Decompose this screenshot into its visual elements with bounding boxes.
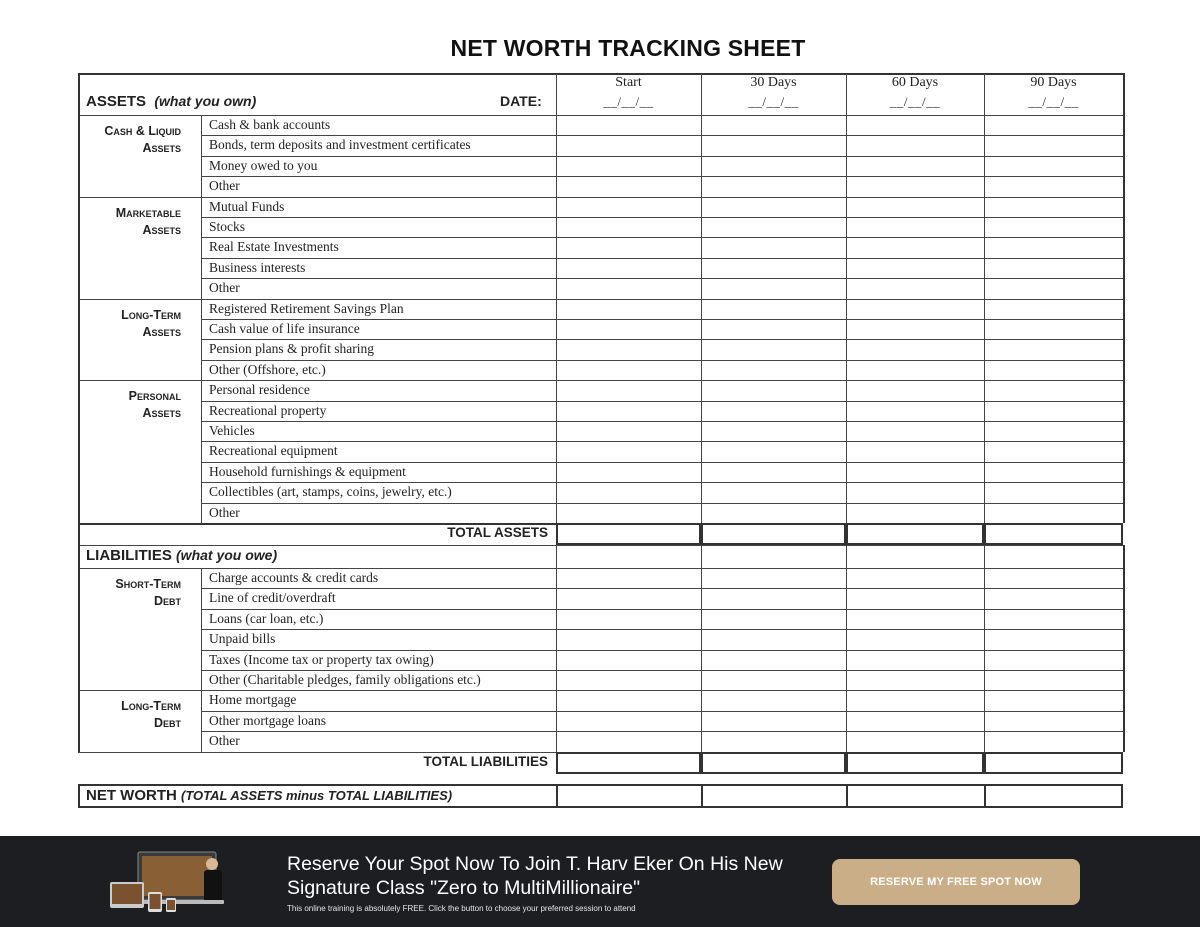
line-item-label: Real Estate Investments xyxy=(209,239,339,255)
line-item-label: Business interests xyxy=(209,259,306,275)
entry-cell[interactable] xyxy=(701,115,846,135)
banner-subtext: This online training is absolutely FREE. Click the button to choose your preferred session to attend xyxy=(287,904,636,913)
entry-cell[interactable] xyxy=(984,176,1123,196)
entry-cell[interactable] xyxy=(701,690,846,710)
entry-cell[interactable] xyxy=(701,670,846,690)
row-divider xyxy=(78,545,1123,546)
group-label xyxy=(129,388,181,422)
group-label xyxy=(104,123,181,157)
column-divider xyxy=(201,690,202,751)
entry-cell[interactable] xyxy=(556,609,701,629)
entry-cell[interactable] xyxy=(846,711,984,731)
total-assets-cell[interactable] xyxy=(701,523,846,545)
entry-cell[interactable] xyxy=(701,237,846,257)
line-item-label: Charge accounts & credit cards xyxy=(209,570,379,585)
line-item-label: Other (Charitable pledges, family obligations etc.) xyxy=(209,672,481,687)
line-item-label: Other (Offshore, etc.) xyxy=(209,361,326,377)
line-item-label: Unpaid bills xyxy=(209,631,276,647)
entry-cell[interactable] xyxy=(846,360,984,380)
line-item-label: Other xyxy=(209,733,240,749)
entry-cell[interactable] xyxy=(556,503,701,523)
entry-cell[interactable] xyxy=(556,156,701,176)
column-divider xyxy=(1123,545,1125,752)
entry-cell[interactable] xyxy=(984,339,1123,359)
column-label: 90 Days xyxy=(1030,75,1077,90)
entry-cell[interactable] xyxy=(846,568,984,588)
entry-cell[interactable] xyxy=(701,609,846,629)
line-item-label: Cash value of life insurance xyxy=(209,321,360,336)
line-item-label: Recreational property xyxy=(209,402,327,418)
entry-cell[interactable] xyxy=(846,670,984,690)
entry-cell[interactable] xyxy=(984,258,1123,278)
column-divider xyxy=(701,545,702,752)
line-item-label: Line of credit/overdraft xyxy=(209,590,336,606)
entry-cell[interactable] xyxy=(984,650,1123,670)
entry-cell[interactable] xyxy=(701,503,846,523)
group-label-line: Debt xyxy=(153,716,181,731)
entry-cell[interactable] xyxy=(846,690,984,710)
line-item-label: Other xyxy=(209,178,240,194)
net-worth-cell[interactable] xyxy=(556,784,701,808)
line-item-label: Cash & bank accounts xyxy=(209,117,331,132)
line-item-label: Collectibles (art, stamps, coins, jewelry, etc.) xyxy=(209,484,452,500)
group-label-line: Long-Term xyxy=(121,307,181,322)
entry-cell[interactable] xyxy=(701,380,846,400)
entry-cell[interactable] xyxy=(701,176,846,196)
group-label-line: Short-Term xyxy=(115,577,181,591)
entry-cell[interactable] xyxy=(846,217,984,237)
assets-sublabel: (what you own) xyxy=(154,93,257,109)
entry-cell[interactable] xyxy=(556,629,701,649)
page-title: NET WORTH TRACKING SHEET xyxy=(450,35,806,61)
entry-cell[interactable] xyxy=(984,380,1123,400)
device-mockup-icon xyxy=(108,848,236,914)
entry-cell[interactable] xyxy=(984,503,1123,523)
entry-cell[interactable] xyxy=(984,482,1123,502)
group-label xyxy=(115,576,181,610)
entry-cell[interactable] xyxy=(556,197,701,217)
entry-cell[interactable] xyxy=(846,339,984,359)
line-item-label: Other xyxy=(209,280,240,296)
entry-cell[interactable] xyxy=(984,441,1123,461)
column-header xyxy=(556,75,701,110)
line-item-label: Stocks xyxy=(209,219,246,234)
line-item-label: Registered Retirement Savings Plan xyxy=(209,300,404,316)
entry-cell[interactable] xyxy=(556,650,701,670)
net-worth-label xyxy=(86,787,452,804)
group-label xyxy=(121,698,181,732)
entry-cell[interactable] xyxy=(556,568,701,588)
total-assets-cell[interactable] xyxy=(984,523,1123,545)
group-label-line: Assets xyxy=(142,141,181,155)
entry-cell[interactable] xyxy=(984,115,1123,135)
entry-cell[interactable] xyxy=(701,299,846,319)
total-liabilities-label: TOTAL LIABILITIES xyxy=(423,753,548,769)
total-liabilities-cell[interactable] xyxy=(701,752,846,774)
column-divider xyxy=(201,197,202,299)
entry-cell[interactable] xyxy=(701,258,846,278)
entry-cell[interactable] xyxy=(846,462,984,482)
group-label-line: Cash & Liquid xyxy=(104,124,181,138)
promo-banner xyxy=(0,836,1200,927)
column-divider xyxy=(1123,73,1125,523)
group-label-line: Assets xyxy=(142,324,181,339)
entry-cell[interactable] xyxy=(846,629,984,649)
entry-cell[interactable] xyxy=(701,217,846,237)
entry-cell[interactable] xyxy=(846,258,984,278)
entry-cell[interactable] xyxy=(556,217,701,237)
entry-cell[interactable] xyxy=(701,650,846,670)
group-label-line: Assets xyxy=(142,222,181,237)
column-divider xyxy=(846,545,847,752)
entry-cell[interactable] xyxy=(701,462,846,482)
column-divider xyxy=(201,299,202,381)
entry-cell[interactable] xyxy=(984,588,1123,608)
entry-cell[interactable] xyxy=(556,278,701,298)
entry-cell[interactable] xyxy=(984,711,1123,731)
entry-cell[interactable] xyxy=(984,462,1123,482)
column-divider xyxy=(201,568,202,690)
entry-cell[interactable] xyxy=(984,319,1123,339)
entry-cell[interactable] xyxy=(701,568,846,588)
group-label xyxy=(121,307,181,341)
column-divider xyxy=(78,73,80,752)
column-label: Start xyxy=(615,75,642,90)
line-item-label: Loans (car loan, etc.) xyxy=(209,610,324,626)
entry-cell[interactable] xyxy=(984,278,1123,298)
entry-cell[interactable] xyxy=(701,588,846,608)
entry-cell[interactable] xyxy=(701,441,846,461)
entry-cell[interactable] xyxy=(556,360,701,380)
entry-cell[interactable] xyxy=(846,319,984,339)
entry-cell[interactable] xyxy=(556,690,701,710)
column-date: __/__/__ xyxy=(603,94,654,109)
liabilities-sublabel: (what you owe) xyxy=(176,547,278,563)
column-divider xyxy=(701,73,702,523)
net-worth-cell[interactable] xyxy=(846,784,984,808)
entry-cell[interactable] xyxy=(701,401,846,421)
entry-cell[interactable] xyxy=(556,176,701,196)
entry-cell[interactable] xyxy=(556,482,701,502)
entry-cell[interactable] xyxy=(846,401,984,421)
assets-header xyxy=(86,93,256,110)
column-date: __/__/__ xyxy=(1028,94,1079,109)
entry-cell[interactable] xyxy=(556,731,701,751)
entry-cell[interactable] xyxy=(556,319,701,339)
entry-cell[interactable] xyxy=(846,237,984,257)
entry-cell[interactable] xyxy=(701,339,846,359)
entry-cell[interactable] xyxy=(556,441,701,461)
liabilities-header xyxy=(86,547,277,564)
column-divider xyxy=(984,545,985,752)
entry-cell[interactable] xyxy=(701,156,846,176)
column-divider xyxy=(984,73,985,523)
entry-cell[interactable] xyxy=(984,135,1123,155)
entry-cell[interactable] xyxy=(846,421,984,441)
column-header xyxy=(701,75,846,110)
entry-cell[interactable] xyxy=(984,421,1123,441)
line-item-label: Home mortgage xyxy=(209,692,297,708)
entry-cell[interactable] xyxy=(701,731,846,751)
entry-cell[interactable] xyxy=(984,299,1123,319)
entry-cell[interactable] xyxy=(556,401,701,421)
entry-cell[interactable] xyxy=(701,360,846,380)
date-label: DATE: xyxy=(500,93,542,109)
group-label-line: Personal xyxy=(128,389,181,404)
total-assets-label: TOTAL ASSETS xyxy=(447,525,548,540)
banner-headline-line2: Signature Class "Zero to MultiMillionaire" xyxy=(287,877,641,899)
line-item-label: Other mortgage loans xyxy=(209,712,326,728)
entry-cell[interactable] xyxy=(556,670,701,690)
entry-cell[interactable] xyxy=(984,217,1123,237)
reserve-spot-button[interactable]: RESERVE MY FREE SPOT NOW xyxy=(832,859,1080,905)
entry-cell[interactable] xyxy=(984,401,1123,421)
line-item-label: Mutual Funds xyxy=(209,198,285,214)
line-item-label: Other xyxy=(209,504,240,520)
column-label: 30 Days xyxy=(750,75,797,90)
entry-cell[interactable] xyxy=(984,237,1123,257)
column-divider xyxy=(846,73,847,523)
total-liabilities-cell[interactable] xyxy=(556,752,701,774)
line-item-label: Household furnishings & equipment xyxy=(209,463,406,479)
column-date: __/__/__ xyxy=(889,94,941,109)
entry-cell[interactable] xyxy=(846,609,984,629)
entry-cell[interactable] xyxy=(701,421,846,441)
entry-cell[interactable] xyxy=(701,482,846,502)
entry-cell[interactable] xyxy=(846,503,984,523)
entry-cell[interactable] xyxy=(846,299,984,319)
entry-cell[interactable] xyxy=(984,609,1123,629)
column-header xyxy=(984,75,1123,110)
entry-cell[interactable] xyxy=(984,629,1123,649)
group-label-line: Marketable xyxy=(115,205,181,220)
entry-cell[interactable] xyxy=(556,588,701,608)
entry-cell[interactable] xyxy=(846,380,984,400)
column-header xyxy=(846,75,984,110)
column-label: 60 Days xyxy=(891,75,939,90)
liabilities-label: LIABILITIES xyxy=(86,547,172,564)
entry-cell[interactable] xyxy=(701,135,846,155)
total-assets-cell[interactable] xyxy=(556,523,701,545)
group-label-line: Long-Term xyxy=(121,699,181,714)
entry-cell[interactable] xyxy=(984,731,1123,751)
total-liabilities-cell[interactable] xyxy=(984,752,1123,774)
net-worth-cell[interactable] xyxy=(701,784,846,808)
entry-cell[interactable] xyxy=(556,711,701,731)
group-label xyxy=(116,205,181,239)
banner-headline-line1: Reserve Your Spot Now To Join T. Harv Eker On His New xyxy=(287,853,783,875)
banner-headline xyxy=(287,852,783,900)
entry-cell[interactable] xyxy=(984,360,1123,380)
entry-cell[interactable] xyxy=(701,278,846,298)
entry-cell[interactable] xyxy=(556,380,701,400)
group-label-line: Debt xyxy=(153,594,181,608)
entry-cell[interactable] xyxy=(556,421,701,441)
entry-cell[interactable] xyxy=(701,197,846,217)
entry-cell[interactable] xyxy=(984,156,1123,176)
entry-cell[interactable] xyxy=(846,731,984,751)
line-item-label: Bonds, term deposits and investment certificates xyxy=(209,137,471,153)
entry-cell[interactable] xyxy=(846,135,984,155)
group-label-line: Assets xyxy=(142,406,181,421)
net-worth-cell[interactable] xyxy=(984,784,1123,808)
line-item-label: Vehicles xyxy=(209,423,255,438)
column-divider xyxy=(556,73,557,523)
entry-cell[interactable] xyxy=(556,258,701,278)
entry-cell[interactable] xyxy=(556,462,701,482)
entry-cell[interactable] xyxy=(846,156,984,176)
entry-cell[interactable] xyxy=(556,339,701,359)
entry-cell[interactable] xyxy=(556,237,701,257)
entry-cell[interactable] xyxy=(846,115,984,135)
entry-cell[interactable] xyxy=(984,568,1123,588)
total-liabilities-cell[interactable] xyxy=(846,752,984,774)
entry-cell[interactable] xyxy=(701,629,846,649)
column-divider xyxy=(201,115,202,197)
line-item-label: Personal residence xyxy=(209,382,310,398)
entry-cell[interactable] xyxy=(846,176,984,196)
line-item-label: Taxes (Income tax or property tax owing) xyxy=(209,651,434,667)
entry-cell[interactable] xyxy=(846,588,984,608)
column-divider xyxy=(556,545,557,752)
entry-cell[interactable] xyxy=(984,670,1123,690)
entry-cell[interactable] xyxy=(846,650,984,670)
total-assets-cell[interactable] xyxy=(846,523,984,545)
assets-label: ASSETS xyxy=(86,93,147,110)
line-item-label: Recreational equipment xyxy=(209,443,338,459)
entry-cell[interactable] xyxy=(846,441,984,461)
net-worth-table xyxy=(78,73,1123,810)
entry-cell[interactable] xyxy=(984,690,1123,710)
entry-cell[interactable] xyxy=(701,711,846,731)
net-worth-sublabel: (TOTAL ASSETS minus TOTAL LIABILITIES) xyxy=(181,787,453,803)
entry-cell[interactable] xyxy=(556,299,701,319)
line-item-label: Pension plans & profit sharing xyxy=(209,341,374,357)
entry-cell[interactable] xyxy=(701,319,846,339)
entry-cell[interactable] xyxy=(846,278,984,298)
line-item-label: Money owed to you xyxy=(209,157,318,173)
net-worth-title: NET WORTH xyxy=(86,786,177,804)
entry-cell[interactable] xyxy=(846,482,984,502)
entry-cell[interactable] xyxy=(556,115,701,135)
column-divider xyxy=(201,380,202,523)
row-divider xyxy=(78,73,1123,75)
entry-cell[interactable] xyxy=(556,135,701,155)
entry-cell[interactable] xyxy=(984,197,1123,217)
column-date: __/__/__ xyxy=(748,94,799,109)
entry-cell[interactable] xyxy=(846,197,984,217)
